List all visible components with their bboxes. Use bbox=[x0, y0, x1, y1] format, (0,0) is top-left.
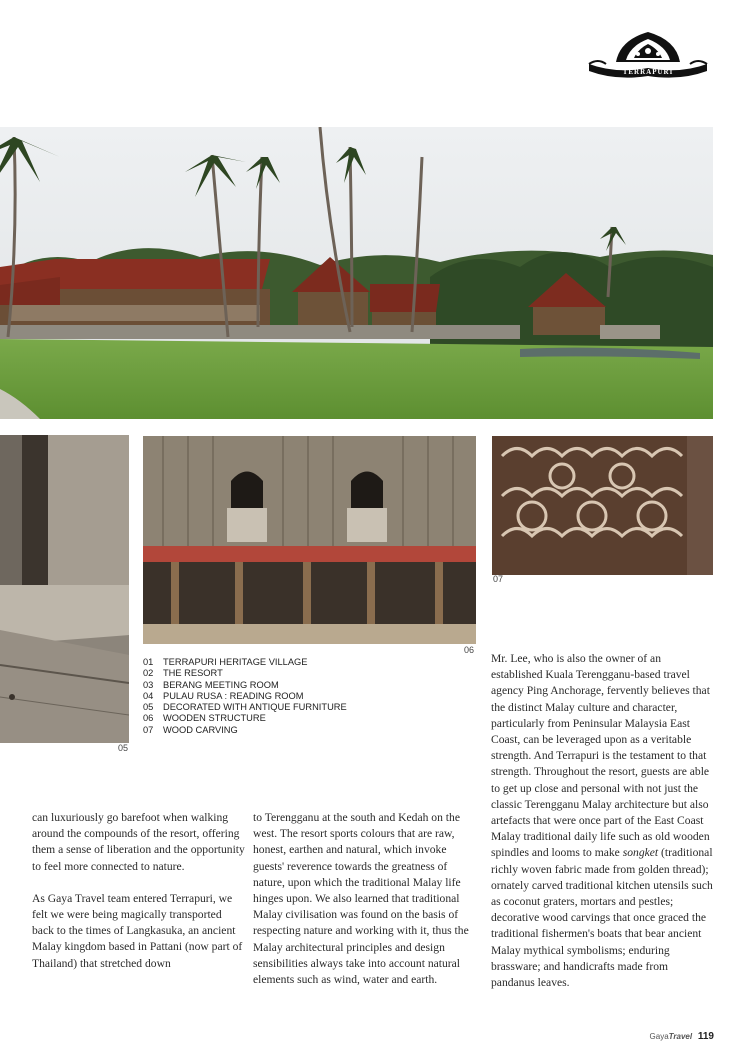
paragraph: Mr. Lee, who is also the owner of an established Kuala Terengganu-based travel agency Ping Anchorage, fervently believes that the distinct Malay culture and character, particularly from Peninsular Malaysia East Coast, can be leveraged upon as a veritable strength. And Terrapuri is the testament to that strength. Throughout the resort, guests are able to get up close and personal with not just the classic Terengganu Malay architecture but also artefacts that were once part of the East Coast Malay traditional daily life such as old wooden spindles and looms to make songket (traditional richly woven fabric made from golden thread); ornately carved traditional kitchen utensils such as coconut graters, mortars and pestles; decorative wood carvings that once graced the traditional fishermen's boats that bear ancient Malay mythical symbolisms; enduring brassware; and handicrafts made from pandanus leaves. bbox=[491, 652, 713, 990]
page-number: 119 bbox=[697, 1031, 714, 1042]
article-column-2 bbox=[253, 810, 473, 1004]
songket-term: songket bbox=[622, 846, 659, 860]
caption-item: 01 TERRAPURI HERITAGE VILLAGE bbox=[143, 657, 308, 667]
photo-wood-carving bbox=[492, 436, 713, 575]
photo-captions bbox=[143, 657, 383, 736]
logo-text: TERRAPURI bbox=[622, 68, 674, 76]
paragraph: can luxuriously go barefoot when walking around the compounds of the resort, offering them a sense of liberation and the opportunity to feel more connected to nature. bbox=[32, 811, 245, 873]
photo-number-05: 05 bbox=[118, 743, 129, 753]
terrapuri-logo bbox=[586, 24, 710, 84]
caption-item: 07 WOOD CARVING bbox=[143, 724, 238, 735]
caption-item: 05 DECORATED WITH ANTIQUE FURNITURE bbox=[143, 702, 347, 713]
magazine-brand: GayaTravel bbox=[649, 1032, 693, 1041]
caption-item: 03 BERANG MEETING ROOM bbox=[143, 679, 279, 690]
article-column-3 bbox=[491, 651, 713, 1007]
photo-wooden-structure bbox=[143, 436, 476, 644]
caption-item: 06 WOODEN STRUCTURE bbox=[143, 713, 266, 724]
article-column-1 bbox=[32, 810, 246, 988]
caption-item: 04 PULAU RUSA : READING ROOM bbox=[143, 690, 304, 701]
photo-antique-furniture bbox=[0, 435, 129, 743]
page-footer bbox=[650, 1031, 714, 1042]
paragraph: As Gaya Travel team entered Terrapuri, we felt we were being magically transported back to the times of Langkasuka, an ancient Malay kingdom based in Pattani (now part of Thailand) that stretched down bbox=[32, 891, 243, 970]
photo-number-06: 06 bbox=[464, 645, 475, 655]
photo-number-07: 07 bbox=[493, 574, 504, 584]
photo-heritage-village bbox=[0, 127, 713, 419]
paragraph: to Terengganu at the south and Kedah on the west. The resort sports colours that are raw, honest, earthen and natural, which invoke guests' reverence towards the greatness of nature, upon which the traditional Malay life hinges upon. We also learned that traditional Malay civilisation was found on the basis of respecting nature and working with it, thus the Malay architectural principles and design sensibilities always take into account natural elements such as wind, water and earth. bbox=[253, 811, 469, 987]
caption-item: 02 THE RESORT bbox=[143, 668, 223, 679]
